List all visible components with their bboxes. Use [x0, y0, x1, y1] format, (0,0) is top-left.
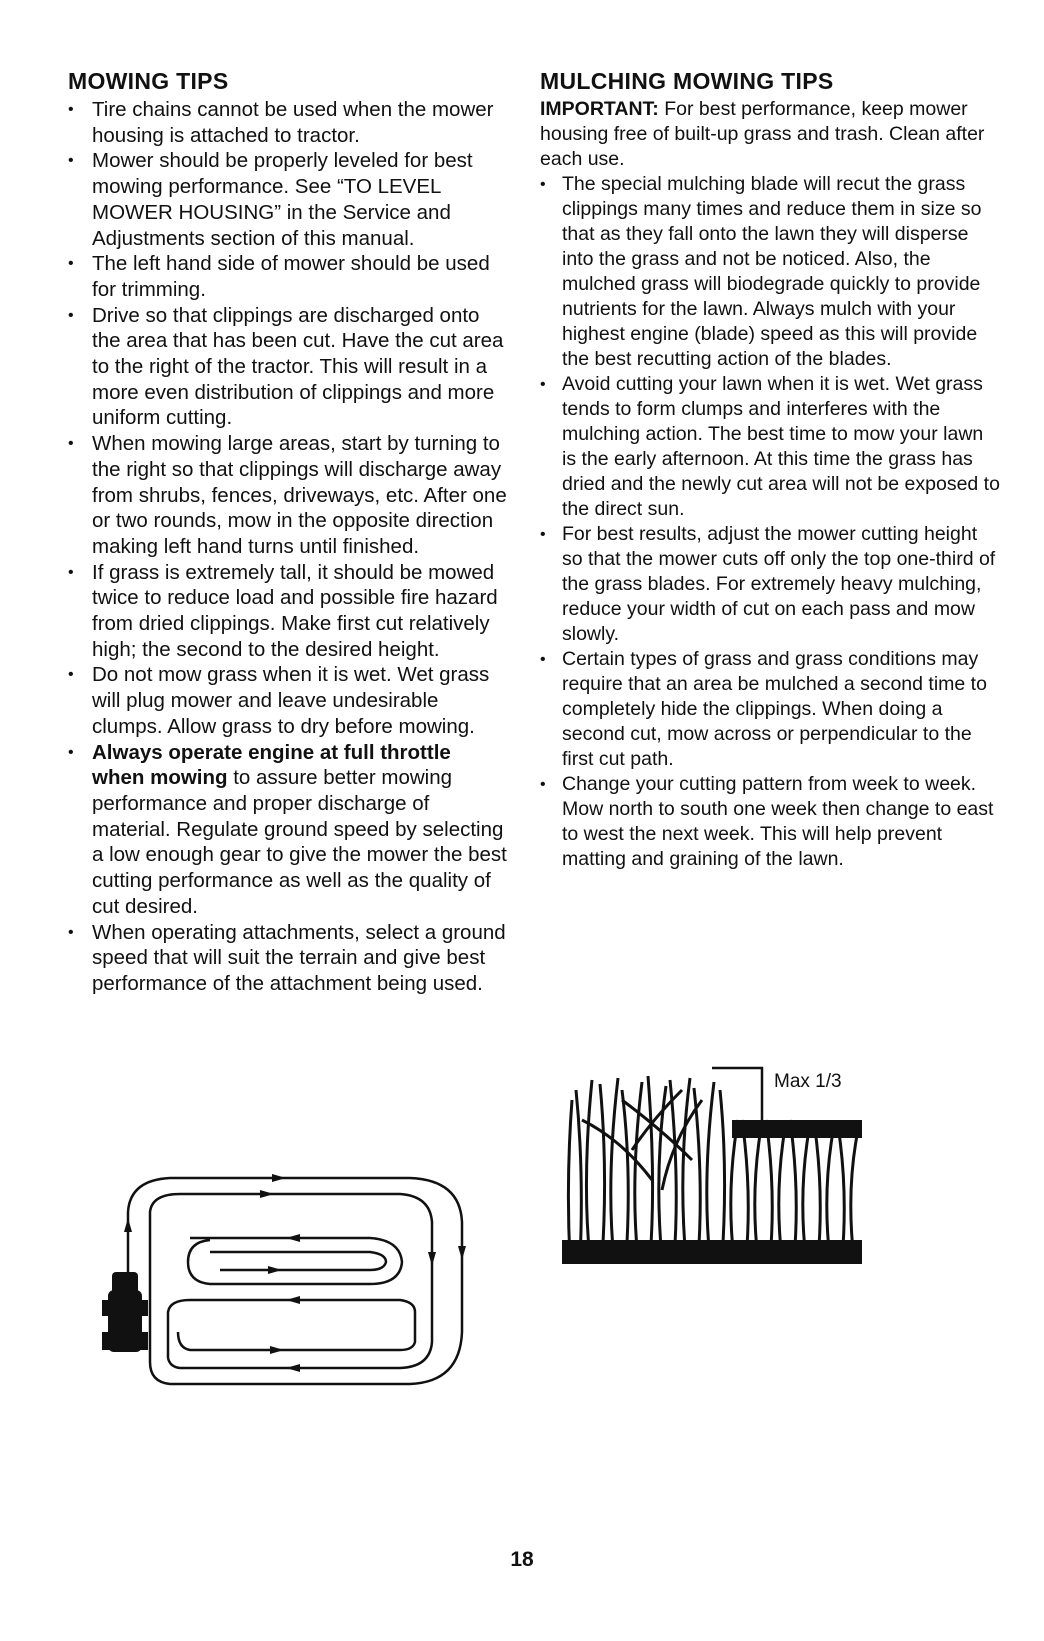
important-text: For best performance, keep mower housing free of built-up grass and trash. Clean after each use. — [540, 98, 985, 170]
max-one-third-label: Max 1/3 — [774, 1071, 842, 1092]
important-note — [540, 97, 1000, 172]
mulching-tips-column — [540, 68, 1000, 872]
mowing-tips-column — [68, 68, 508, 997]
page-number: 18 — [510, 1548, 534, 1571]
mowing-tips-heading: MOWING TIPS — [68, 68, 229, 94]
list-item: • If grass is extremely tall, it should be mowed twice to reduce load and possible fire hazard from dried clippings. Make first cut relatively high; the second to the desired height. — [68, 560, 508, 663]
list-item: • Do not mow grass when it is wet. Wet grass will plug mower and leave undesirable clumps. Allow grass to dry before mowing. — [68, 662, 508, 739]
mulching-tips-heading: MULCHING MOWING TIPS — [540, 68, 834, 94]
grass-blades-icon — [568, 1076, 858, 1260]
list-item: • Certain types of grass and grass conditions may require that an area be mulched a second time to completely hide the clippings. When doing a second cut, mow across or perpendicular to the first cut path. — [540, 647, 1000, 772]
list-item: • Avoid cutting your lawn when it is wet. Wet grass tends to form clumps and interferes with the mulching action. The best time to mow your lawn is the early afternoon. At this time the grass has dried and the newly cut area will not be exposed to the direct sun. — [540, 372, 1000, 522]
list-item: • The special mulching blade will recut the grass clippings many times and reduce them in size so that as they fall onto the lawn they will disperse into the grass and not be noticed. Also, the mulched grass will biodegrade quickly to provide nutrients for the lawn. Always mulch with your highest engine (blade) speed as this will provide the best recutting action of the blades. — [540, 172, 1000, 372]
list-item: • Change your cutting pattern from week to week. Mow north to south one week then change to east to west the next week. This will help prevent matting and graining of the lawn. — [540, 772, 1000, 872]
full-throttle-emphasis: Always operate engine at full throttle when mowing — [92, 740, 451, 790]
mowing-pattern-diagram — [100, 1172, 470, 1392]
list-item: • Tire chains cannot be used when the mower housing is attached to tractor. — [68, 97, 508, 148]
list-item: • When operating attachments, select a ground speed that will suit the terrain and give best performance of the attachment being used. — [68, 920, 508, 997]
mowing-tips-list — [68, 97, 508, 997]
list-item: • For best results, adjust the mower cutting height so that the mower cuts off only the top one-third of the grass blades. For extremely heavy mulching, reduce your width of cut on each pass and mow slowly. — [540, 522, 1000, 647]
list-item: • Mower should be properly leveled for best mowing performance. See “TO LEVEL MOWER HOUSING” in the Service and Adjustments section of this manual. — [68, 148, 508, 251]
important-label: IMPORTANT: — [540, 98, 659, 120]
full-throttle-text: to assure better mowing performance and proper discharge of material. Regulate ground speed by selecting a low enough gear to give the mower the best cutting performance as well as the quality of cut desired. — [92, 766, 507, 918]
list-item — [68, 740, 508, 920]
grass-height-diagram — [562, 1060, 902, 1270]
list-item: • The left hand side of mower should be used for trimming. — [68, 251, 508, 302]
tractor-icon — [102, 1272, 148, 1352]
mulching-tips-list — [540, 172, 1000, 872]
list-item: • When mowing large areas, start by turning to the right so that clippings will discharge away from shrubs, fences, driveways, etc. After one or two rounds, mow in the opposite direction making left hand turns until finished. — [68, 431, 508, 560]
list-item: • Drive so that clippings are discharged onto the area that has been cut. Have the cut area to the right of the tractor. This will result in a more even distribution of clippings and more uniform cutting. — [68, 303, 508, 432]
